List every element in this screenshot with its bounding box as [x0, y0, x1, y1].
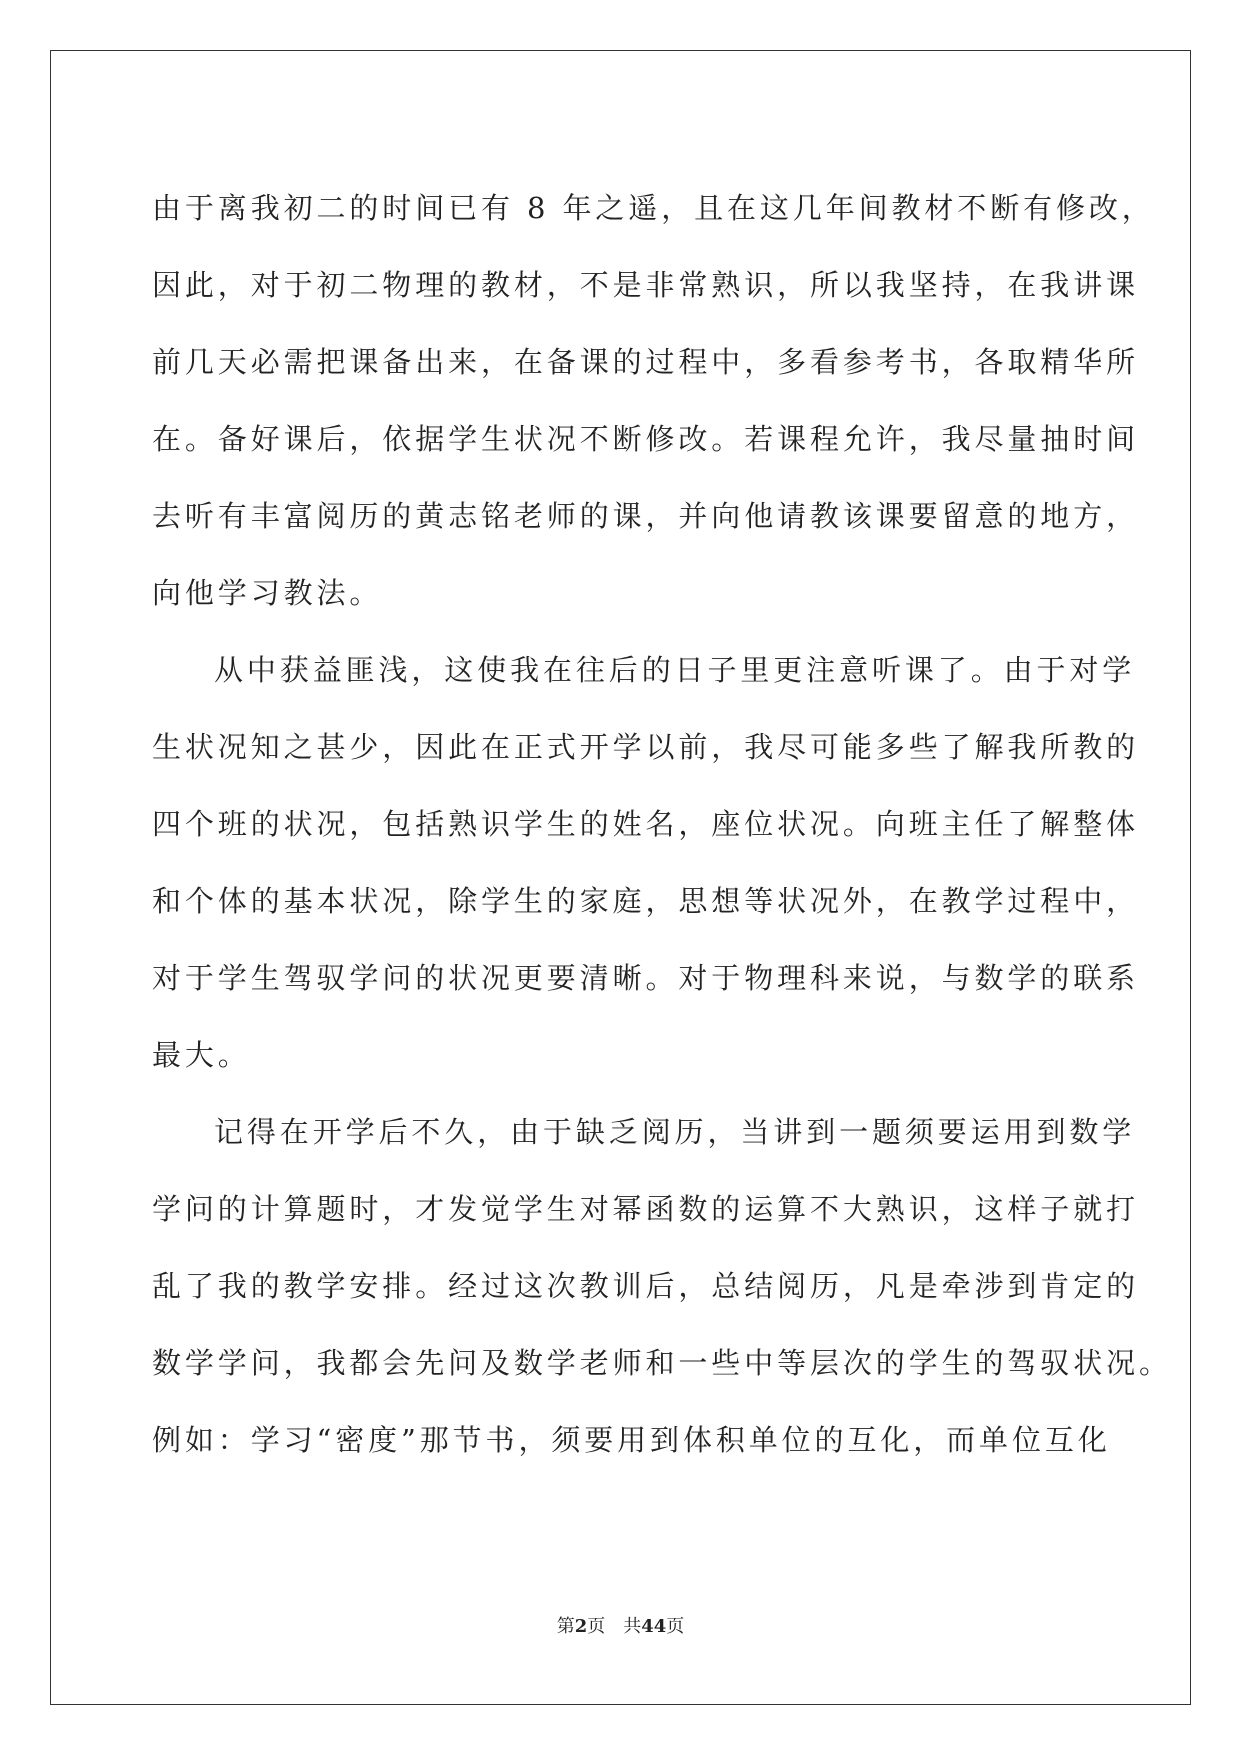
paragraph-first-line: 从中获益匪浅，这使我在往后的日子里更注意听课了。由于对学 — [214, 653, 1136, 687]
text-line: 前几天必需把课备出来，在备课的过程中，多看参考书，各取精华所 — [152, 345, 1140, 379]
text-line: 乱了我的教学安排。经过这次教训后，总结阅历，凡是牵涉到肯定的 — [152, 1269, 1140, 1303]
paragraph-first-line: 记得在开学后不久，由于缺乏阅历，当讲到一题须要运用到数学 — [214, 1115, 1136, 1149]
text-line: 在。备好课后，依据学生状况不断修改。若课程允许，我尽量抽时间 — [152, 422, 1140, 456]
page-footer — [0, 1612, 1241, 1638]
text-line: 去听有丰富阅历的黄志铭老师的课，并向他请教该课要留意的地方， — [152, 499, 1140, 533]
page-prefix: 第 — [556, 1616, 575, 1637]
page-suffix: 页 — [587, 1616, 606, 1637]
text-line: 对于学生驾驭学问的状况更要清晰。对于物理科来说，与数学的联系 — [152, 961, 1140, 995]
total-pages: 44 — [641, 1616, 667, 1637]
text-line: 生状况知之甚少，因此在正式开学以前，我尽可能多些了解我所教的 — [152, 730, 1140, 764]
text-line: 数学学问，我都会先问及数学老师和一些中等层次的学生的驾驭状况。 — [152, 1346, 1172, 1380]
text-line: 例如：学习“密度”那节书，须要用到体积单位的互化，而单位互化 — [152, 1423, 1111, 1457]
text-line: 由于离我初二的时间已有 8 年之遥，且在这几年间教材不断有修改， — [152, 191, 1155, 225]
text-line: 因此，对于初二物理的教材，不是非常熟识，所以我坚持，在我讲课 — [152, 268, 1140, 302]
text-line: 向他学习教法。 — [152, 576, 383, 610]
text-line: 最大。 — [152, 1038, 251, 1072]
text-line: 学问的计算题时，才发觉学生对幂函数的运算不大熟识，这样子就打 — [152, 1192, 1140, 1226]
page-number: 2 — [574, 1616, 588, 1637]
document-body — [152, 170, 1172, 1479]
total-suffix: 页 — [666, 1616, 685, 1637]
text-line: 四个班的状况，包括熟识学生的姓名，座位状况。向班主任了解整体 — [152, 807, 1140, 841]
total-prefix: 共 — [623, 1616, 642, 1637]
text-line: 和个体的基本状况，除学生的家庭，思想等状况外，在教学过程中， — [152, 884, 1140, 918]
